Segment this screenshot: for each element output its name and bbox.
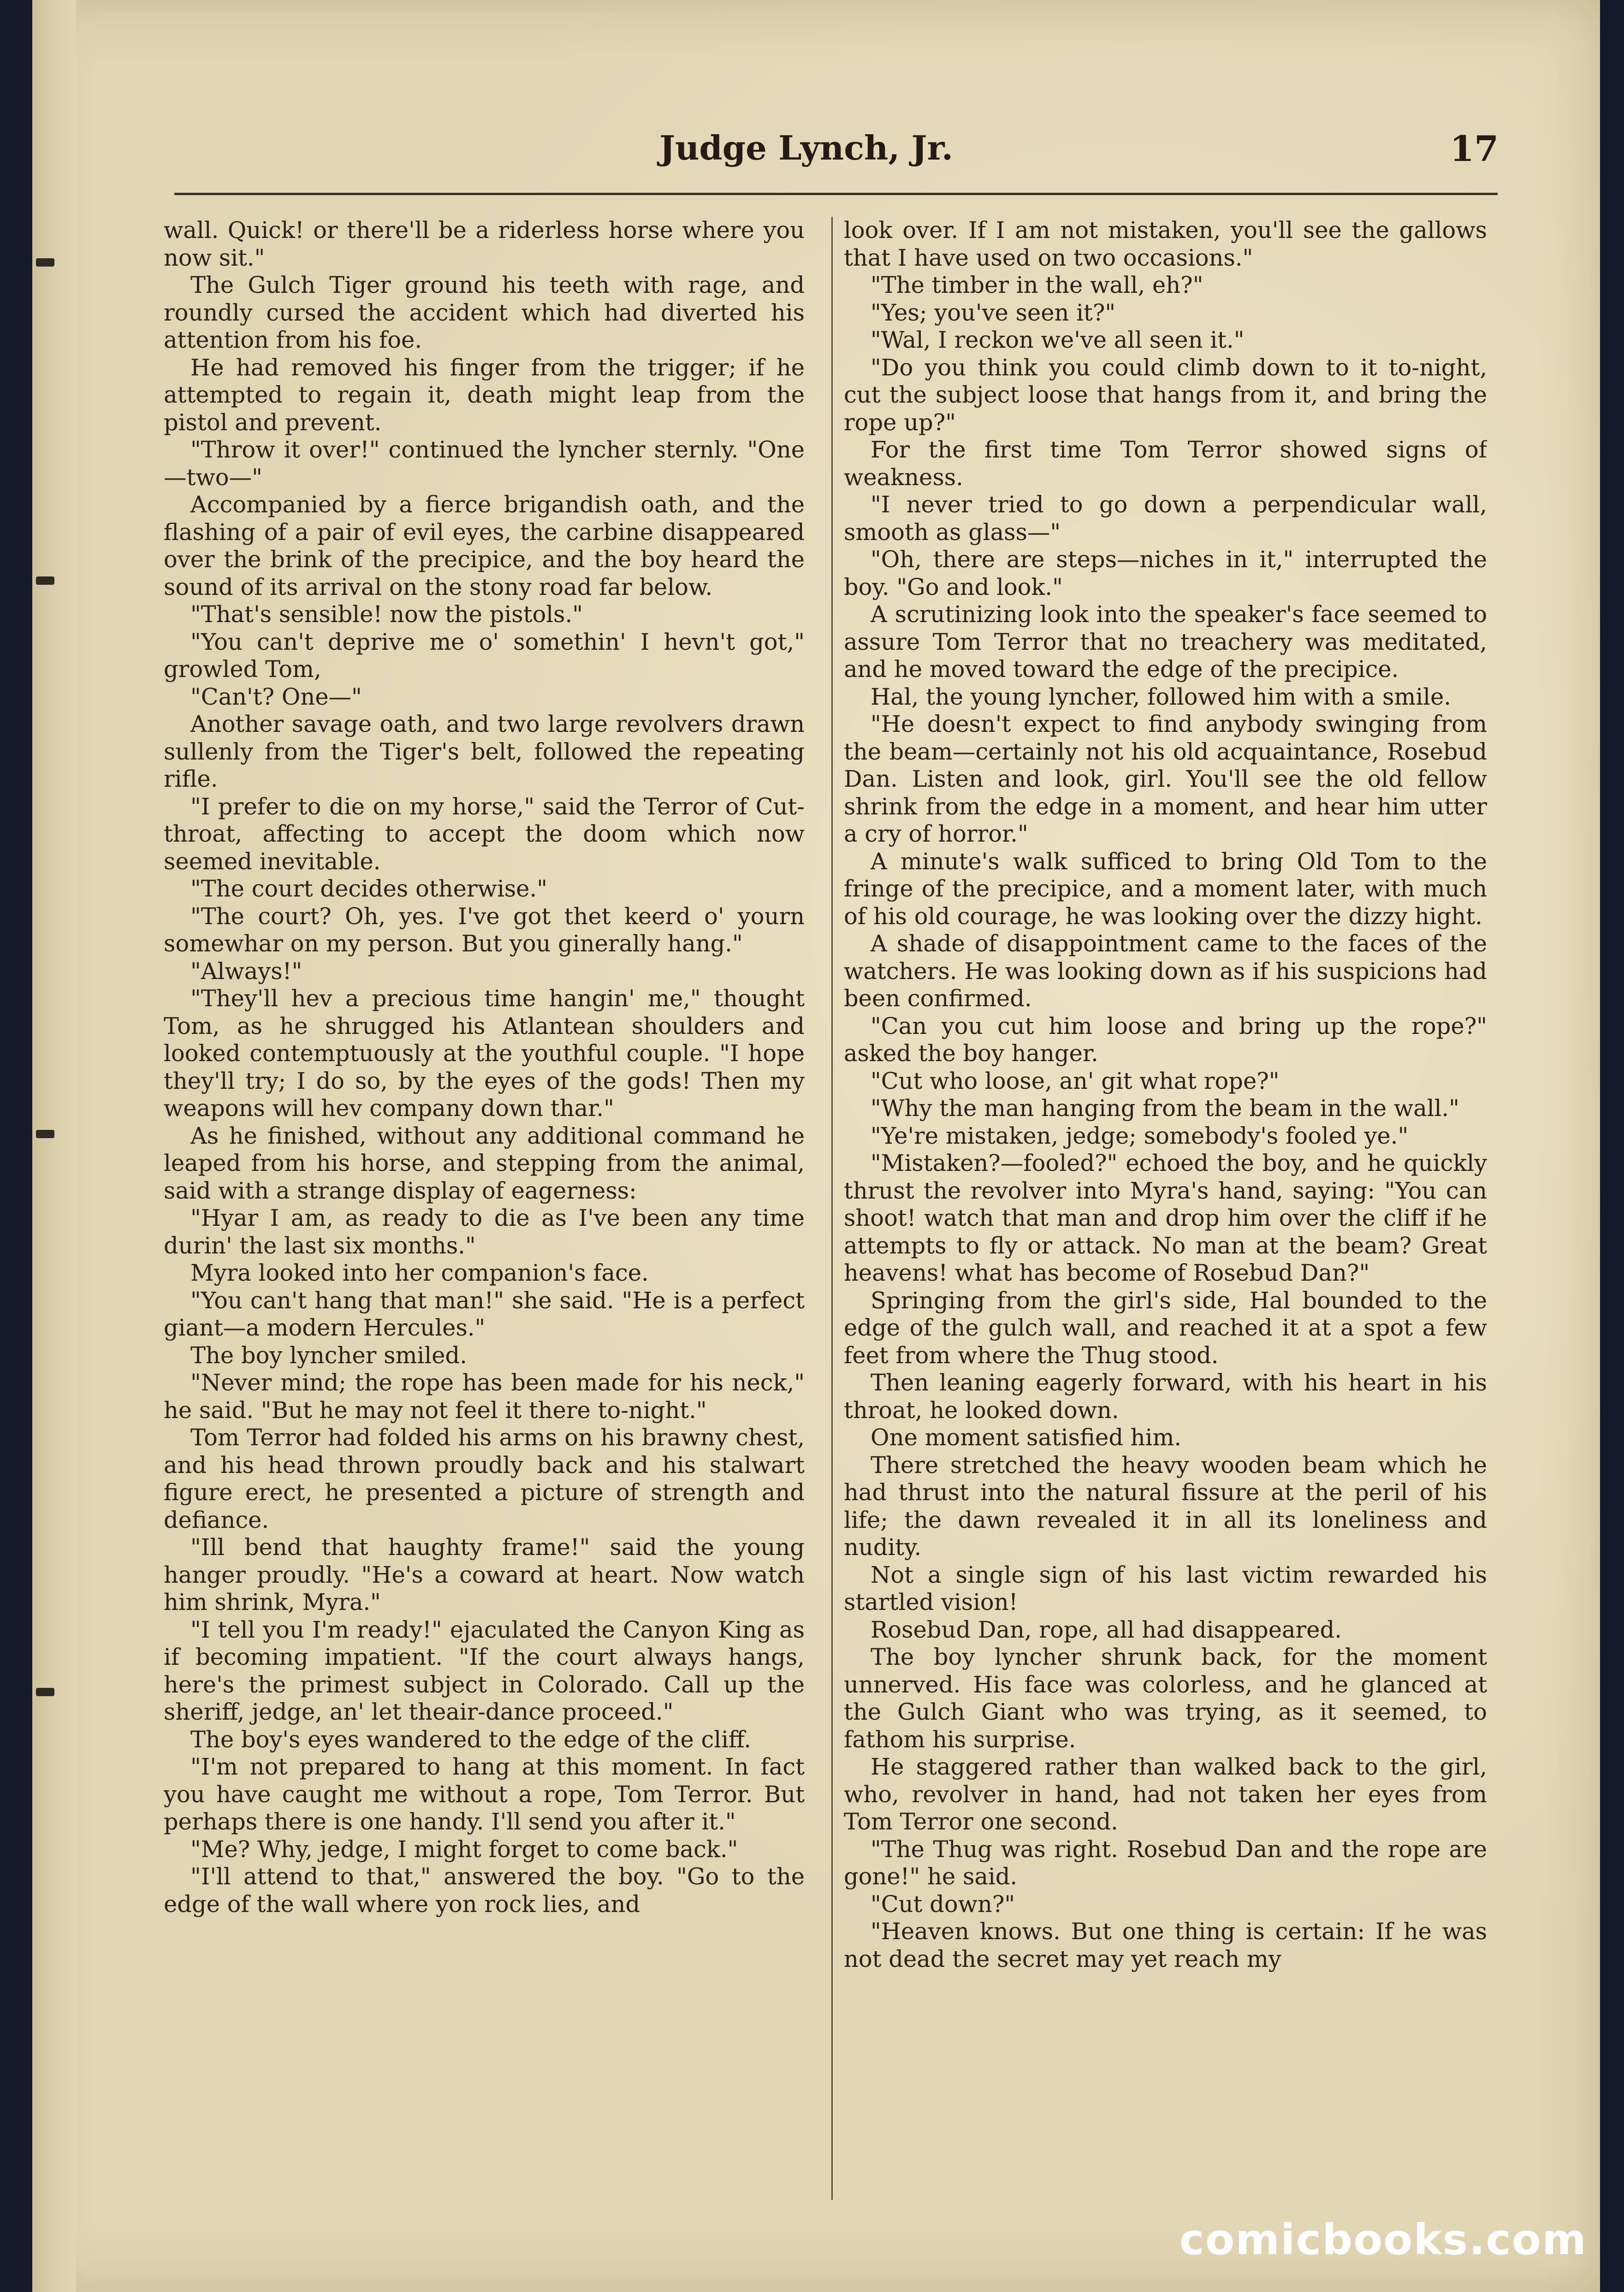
paragraph: "Cut who loose, an' git what rope?" — [871, 1067, 1280, 1094]
paragraph: "The Thug was right. Rosebud Dan and the rope are gone!" he said. — [844, 1835, 1487, 1890]
paragraph: A shade of disappointment came to the faces of the watchers. He was looking down as if his suspicions had been confirmed. — [844, 930, 1487, 1012]
paragraph: "Cut down?" — [871, 1890, 1015, 1918]
paragraph: As he finished, without any additional command he leaped from his horse, and stepping from the animal, said with a strange display of eagerness: — [164, 1122, 805, 1204]
paragraph: Tom Terror had folded his arms on his brawny chest, and his head thrown proudly back and his stalwart figure erect, he presented a picture of strength and defiance. — [164, 1424, 805, 1533]
paragraph: He had removed his finger from the trigger; if he attempted to regain it, death might leap from the pistol and prevent. — [164, 354, 805, 436]
paragraph: "I tell you I'm ready!" ejaculated the Canyon King as if becoming impatient. "If the court always hangs, here's the primest subject in Colorado. Call up the sheriff, jedge, an' let theair-dance proceed." — [164, 1616, 805, 1725]
paragraph: The boy's eyes wandered to the edge of the cliff. — [190, 1726, 752, 1753]
paragraph: Rosebud Dan, rope, all had disappeared. — [871, 1616, 1342, 1643]
paragraph: "Can you cut him loose and bring up the rope?" asked the boy hanger. — [844, 1012, 1487, 1067]
paragraph: "That's sensible! now the pistols." — [190, 601, 583, 628]
paragraph: Not a single sign of his last victim rewarded his startled vision! — [844, 1561, 1487, 1615]
paragraph: "Hyar I am, as ready to die as I've been any time durin' the last six months." — [164, 1205, 805, 1259]
paragraph: "You can't hang that man!" she said. "He is a perfect giant—a modern Hercules." — [164, 1287, 805, 1341]
page-number: 17 — [1450, 128, 1499, 169]
paragraph: "Oh, there are steps—niches in it," interrupted the boy. "Go and look." — [844, 546, 1487, 600]
paragraph: Accompanied by a fierce brigandish oath, and the flashing of a pair of evil eyes, the carbine disappeared over the brink of the precipice, and the boy heard the sound of its arrival on the stony road far below. — [164, 491, 805, 600]
paragraph: Hal, the young lyncher, followed him with a smile. — [871, 683, 1452, 710]
paragraph: "The court? Oh, yes. I've got thet keerd o' yourn somewhar on my person. But you ginerally hang." — [164, 903, 805, 957]
paragraph: The Gulch Tiger ground his teeth with rage, and roundly cursed the accident which had diverted his attention from his foe. — [164, 272, 805, 353]
paragraph: "I'm not prepared to hang at this moment. In fact you have caught me without a rope, Tom Terror. But perhaps there is one handy. I'll send you after it." — [164, 1753, 805, 1835]
paragraph: Then leaning eagerly forward, with his heart in his throat, he looked down. — [844, 1369, 1487, 1424]
paragraph: "The court decides otherwise." — [190, 875, 547, 902]
paragraph: The boy lyncher smiled. — [190, 1342, 467, 1369]
paragraph: Another savage oath, and two large revolvers drawn sullenly from the Tiger's belt, followed the repeating rifle. — [164, 711, 805, 792]
paragraph: "Yes; you've seen it?" — [871, 299, 1116, 326]
binding-stitch — [36, 1130, 54, 1138]
paragraph: "I prefer to die on my horse," said the Terror of Cut-throat, affecting to accept the doom which now seemed inevitable. — [164, 793, 805, 875]
paragraph: "He doesn't expect to find anybody swinging from the beam—certainly not his old acquaintance, Rosebud Dan. Listen and look, girl. You'll see the old fellow shrink from the edge in a moment, and hear him utter a cry of horror." — [844, 711, 1487, 847]
paragraph: "I'll attend to that," answered the boy. "Go to the edge of the wall where yon rock lies, and — [164, 1863, 805, 1918]
paragraph: "Always!" — [190, 957, 302, 985]
paragraph: One moment satisfied him. — [871, 1424, 1182, 1451]
paragraph: "Why the man hanging from the beam in the wall." — [871, 1095, 1459, 1122]
text-column-right — [844, 217, 1487, 2214]
paragraph: look over. If I am not mistaken, you'll see the gallows that I have used on two occasions." — [844, 217, 1487, 271]
page-gutter — [32, 0, 76, 2292]
paragraph: For the first time Tom Terror showed signs of weakness. — [844, 436, 1487, 491]
watermark: comicbooks.com — [1179, 2215, 1587, 2264]
paragraph: "Ill bend that haughty frame!" said the young hanger proudly. "He's a coward at heart. Now watch him shrink, Myra." — [164, 1534, 805, 1615]
paragraph: "Ye're mistaken, jedge; somebody's fooled ye." — [871, 1122, 1409, 1149]
paragraph: wall. Quick! or there'll be a riderless horse where you now sit." — [164, 217, 805, 271]
paragraph: "Mistaken?—fooled?" echoed the boy, and he quickly thrust the revolver into Myra's hand, saying: "You can shoot! watch that man and drop him over the cliff if he attempts to fly or attack. No man at the beam? Great heavens! what has become of Rosebud Dan?" — [844, 1150, 1487, 1286]
paragraph: "Do you think you could climb down to it to-night, cut the subject loose that hangs from it, and bring the rope up?" — [844, 354, 1487, 436]
text-column-left — [164, 217, 805, 2214]
paragraph: He staggered rather than walked back to the girl, who, revolver in hand, had not taken her eyes from Tom Terror one second. — [844, 1753, 1487, 1835]
paragraph: "They'll hev a precious time hangin' me," thought Tom, as he shrugged his Atlantean shoulders and looked contemptuously at the youthful couple. "I hope they'll try; I do so, by the eyes of the gods! Then my weapons will hev company down thar." — [164, 985, 805, 1122]
paragraph: "You can't deprive me o' somethin' I hevn't got," growled Tom, — [164, 628, 805, 683]
running-title: Judge Lynch, Jr. — [659, 128, 953, 167]
paragraph: A minute's walk sufficed to bring Old Tom to the fringe of the precipice, and a moment later, with much of his old courage, he was looking over the dizzy hight. — [844, 848, 1487, 930]
paragraph: Springing from the girl's side, Hal bounded to the edge of the gulch wall, and reached it at a spot a few feet from where the Thug stood. — [844, 1287, 1487, 1369]
paragraph: "I never tried to go down a perpendicular wall, smooth as glass—" — [844, 491, 1487, 546]
paragraph: The boy lyncher shrunk back, for the moment unnerved. His face was colorless, and he glanced at the Gulch Giant who was trying, as it seemed, to fathom his surprise. — [844, 1644, 1487, 1753]
paragraph: "The timber in the wall, eh?" — [871, 272, 1203, 298]
paragraph: "Throw it over!" continued the lyncher sternly. "One—two—" — [164, 436, 805, 491]
paragraph: "Wal, I reckon we've all seen it." — [871, 327, 1245, 353]
header-rule — [174, 193, 1498, 195]
paragraph: There stretched the heavy wooden beam which he had thrust into the natural fissure at the peril of his life; the dawn revealed it in all its loneliness and nudity. — [844, 1451, 1487, 1561]
paragraph: Myra looked into her companion's face. — [190, 1259, 649, 1286]
paragraph: "Never mind; the rope has been made for his neck," he said. "But he may not feel it there to-night." — [164, 1369, 805, 1424]
binding-stitch — [36, 576, 54, 585]
page-header — [646, 128, 1499, 179]
binding-stitch — [36, 1688, 54, 1696]
binding-stitch — [36, 258, 54, 267]
paragraph: "Me? Why, jedge, I might forget to come back." — [190, 1835, 738, 1863]
paragraph: "Can't? One—" — [190, 683, 362, 710]
column-divider — [831, 217, 833, 2200]
paragraph: A scrutinizing look into the speaker's face seemed to assure Tom Terror that no treachery was meditated, and he moved toward the edge of the precipice. — [844, 601, 1487, 683]
paragraph: "Heaven knows. But one thing is certain: If he was not dead the secret may yet reach my — [844, 1918, 1487, 1972]
